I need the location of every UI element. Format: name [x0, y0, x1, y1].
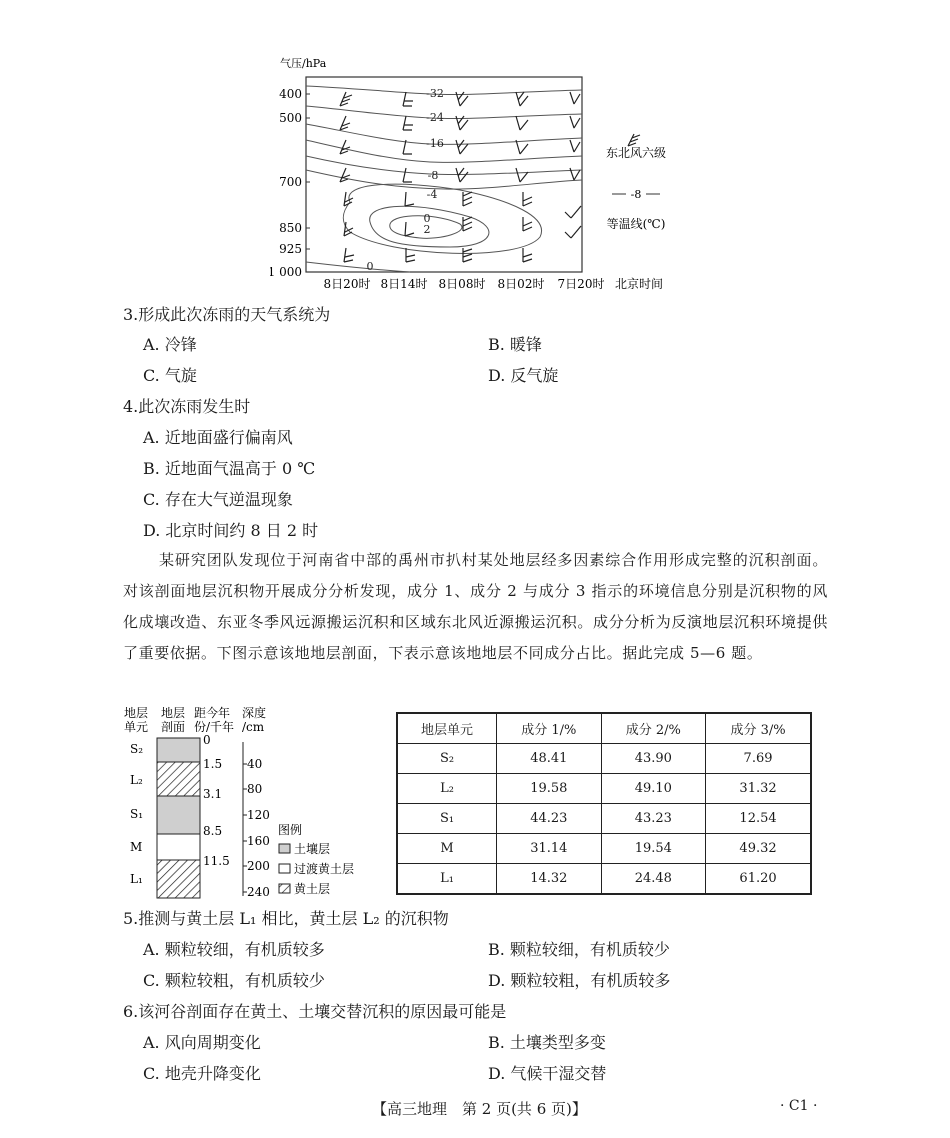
isotherm-label: 2 [423, 223, 431, 236]
layer-l1 [157, 860, 200, 898]
x-axis-title: 北京时间 [614, 277, 664, 291]
y-axis-title: 气压/hPa [280, 57, 327, 70]
legend-isotherm-sample: -8 [630, 188, 642, 201]
wind-barb-icon [516, 92, 528, 106]
table-cell: S₁ [397, 804, 497, 834]
table-cell: 49.10 [601, 774, 705, 804]
table-header-cell: 成分 3/% [706, 713, 811, 744]
wind-barb-icon [403, 92, 413, 106]
age-label: 0 [203, 733, 211, 747]
strata-legend-title: 图例 [278, 823, 303, 837]
q5-option-a[interactable]: A. 颗粒较细，有机质较多 [143, 940, 325, 959]
wind-barb-icon [405, 222, 414, 236]
col-section-header: 地层 [161, 706, 186, 720]
table-cell: 31.14 [497, 834, 601, 864]
wind-barb-icon [516, 140, 528, 154]
col-unit-header: 单元 [124, 720, 149, 734]
question-3-stem: 3.形成此次冻雨的天气系统为 [123, 305, 331, 324]
table-cell: 14.32 [497, 864, 601, 895]
x-tick: 8日08时 [438, 277, 486, 291]
table-cell: L₁ [397, 864, 497, 895]
strata-figure-svg [118, 700, 378, 902]
table-cell: 12.54 [706, 804, 811, 834]
table-cell: 44.23 [497, 804, 601, 834]
wind-barb-icon [565, 226, 581, 238]
isotherm-line [306, 106, 582, 119]
wind-barb-icon [456, 168, 468, 182]
unit-label: L₂ [130, 773, 143, 787]
table-cell: 48.41 [497, 744, 601, 774]
isotherm-line [306, 86, 582, 95]
q3-option-b[interactable]: B. 暖锋 [488, 335, 542, 354]
isotherm-line [306, 262, 410, 272]
table-row [397, 804, 811, 834]
table-cell: 49.32 [706, 834, 811, 864]
strata-figure [118, 700, 378, 902]
age-label: 8.5 [203, 824, 223, 838]
weather-chart [270, 52, 690, 297]
unit-label: S₂ [130, 742, 144, 756]
question-5-stem: 5.推测与黄土层 L₁ 相比，黄土层 L₂ 的沉积物 [123, 909, 449, 928]
wind-barb-icon [570, 116, 580, 128]
age-label: 1.5 [203, 757, 223, 771]
q4-option-a[interactable]: A. 近地面盛行偏南风 [143, 428, 293, 447]
wind-barb-icon [463, 192, 472, 206]
wind-barb-icon [523, 192, 532, 206]
col-age-header: 份/千年 [194, 720, 235, 734]
table-cell: 24.48 [601, 864, 705, 895]
q4-option-c[interactable]: C. 存在大气逆温现象 [143, 490, 293, 509]
unit-label: L₁ [130, 872, 143, 886]
legend-transition-swatch [279, 864, 290, 873]
x-tick: 7日20时 [557, 277, 605, 291]
isotherm-label: -24 [426, 111, 444, 124]
passage-text: 某研究团队发现位于河南省中部的禹州市扒村某处地层经多因素综合作用形成完整的沉积剖面。对该剖面地层沉积物开展成分分析发现，成分 1、成分 2 与成分 3 指示的环境信息分别是沉积物的风化成壤改造、东亚冬季风远源搬运沉积和区域东北风近源搬运沉积。成分分析为反演地层沉积环境提供了重要依据。下图示意该地地层剖面，下表示意该地地层不同成分占比。据此完成 5—6 题。 [123, 551, 828, 662]
wind-barb-icon [340, 140, 350, 154]
question-6-stem: 6.该河谷剖面存在黄土、土壤交替沉积的原因最可能是 [123, 1002, 507, 1021]
page-code: · C1 · [780, 1098, 818, 1114]
depth-label: 240 [247, 885, 270, 899]
isotherm-label: 0 [366, 260, 374, 273]
wind-barb-icon [340, 92, 352, 106]
legend-wind-barb-icon [628, 134, 640, 146]
table-cell: 19.54 [601, 834, 705, 864]
wind-barb-icon [344, 222, 353, 236]
wind-barbs [340, 92, 581, 262]
legend-isotherm-label: 等温线(℃) [606, 217, 666, 231]
y-tick: 700 [279, 175, 302, 189]
wind-barb-icon [570, 140, 580, 152]
table-row [397, 774, 811, 804]
legend-wind-label: 东北风六级 [605, 146, 667, 160]
q5-option-c[interactable]: C. 颗粒较粗，有机质较少 [143, 971, 325, 990]
layer-m [157, 834, 200, 860]
wind-barb-icon [523, 248, 532, 262]
table-cell: 43.23 [601, 804, 705, 834]
legend-soil-swatch [279, 844, 290, 853]
isotherm-label: -16 [426, 137, 444, 150]
y-tick: 850 [279, 221, 302, 235]
isotherm-line [306, 156, 582, 175]
wind-barb-icon [340, 116, 350, 130]
table-header-row [397, 713, 811, 744]
q4-option-d[interactable]: D. 北京时间约 8 日 2 时 [143, 521, 319, 540]
col-age-header: 距今年 [194, 706, 231, 720]
y-tick: 1 000 [270, 265, 302, 279]
wind-barb-icon [456, 140, 468, 154]
col-depth-header: 深度 [242, 706, 267, 720]
table-row [397, 834, 811, 864]
wind-barb-icon [523, 217, 532, 231]
wind-barb-icon [570, 92, 580, 104]
q3-option-d[interactable]: D. 反气旋 [488, 366, 559, 385]
wind-barb-icon [516, 168, 528, 182]
q5-option-b[interactable]: B. 颗粒较细，有机质较少 [488, 940, 670, 959]
y-tick: 500 [279, 111, 302, 125]
legend-loess-swatch [279, 884, 290, 893]
wind-barb-icon [403, 116, 413, 130]
col-depth-header: /cm [242, 720, 265, 734]
table-cell: 7.69 [706, 744, 811, 774]
depth-label: 120 [247, 808, 270, 822]
table-cell: 43.90 [601, 744, 705, 774]
table-row [397, 744, 811, 774]
isotherm-label: -8 [427, 169, 439, 182]
page-footer: 【高三地理 第 2 页(共 6 页)】 [372, 1100, 587, 1118]
legend-item: 黄土层 [294, 882, 331, 896]
q3-option-a[interactable]: A. 冷锋 [143, 335, 197, 354]
table-header-cell: 成分 1/% [497, 713, 601, 744]
y-tick: 925 [279, 242, 302, 256]
wind-barb-icon [344, 248, 354, 262]
q6-option-d[interactable]: D. 气候干湿交替 [488, 1064, 607, 1083]
weather-chart-svg [270, 52, 690, 297]
col-section-header: 剖面 [161, 720, 186, 734]
legend-item: 土壤层 [294, 842, 331, 856]
question-4-stem: 4.此次冻雨发生时 [123, 397, 251, 416]
table-cell: L₂ [397, 774, 497, 804]
table-header-cell: 地层单元 [397, 713, 497, 744]
composition-table [396, 712, 812, 895]
q3-option-c[interactable]: C. 气旋 [143, 366, 197, 385]
q6-option-c[interactable]: C. 地壳升降变化 [143, 1064, 261, 1083]
x-tick: 8日02时 [497, 277, 545, 291]
wind-barb-icon [565, 206, 581, 218]
age-label: 11.5 [203, 854, 230, 868]
isotherm-line [343, 184, 541, 253]
table-cell: 61.20 [706, 864, 811, 895]
depth-label: 160 [247, 834, 270, 848]
depth-label: 200 [247, 859, 270, 873]
unit-label: S₁ [130, 807, 144, 821]
col-unit-header: 地层 [124, 706, 149, 720]
isotherm-label: 0 [423, 212, 431, 225]
legend-item: 过渡黄土层 [294, 862, 355, 876]
wind-barb-icon [463, 248, 472, 262]
q6-option-b[interactable]: B. 土壤类型多变 [488, 1033, 606, 1052]
wind-barb-icon [405, 192, 414, 206]
layer-s1 [157, 796, 200, 834]
depth-label: 80 [247, 782, 263, 796]
age-label: 3.1 [203, 787, 223, 801]
y-tick: 400 [279, 87, 302, 101]
isotherm-label: -4 [426, 188, 438, 201]
layer-l2 [157, 762, 200, 796]
wind-barb-icon [463, 217, 472, 231]
wind-barb-icon [516, 116, 528, 130]
wind-barb-icon [340, 168, 350, 182]
wind-barb-icon [403, 168, 412, 182]
q5-option-d[interactable]: D. 颗粒较粗，有机质较多 [488, 971, 671, 990]
q4-option-b[interactable]: B. 近地面气温高于 0 ℃ [143, 459, 316, 478]
q6-option-a[interactable]: A. 风向周期变化 [143, 1033, 261, 1052]
table-cell: 31.32 [706, 774, 811, 804]
table-cell: 19.58 [497, 774, 601, 804]
table-header-cell: 成分 2/% [601, 713, 705, 744]
table-row [397, 864, 811, 895]
x-tick: 8日14时 [380, 277, 428, 291]
unit-label: M [130, 840, 143, 854]
x-tick: 8日20时 [323, 277, 371, 291]
layer-s2 [157, 738, 200, 762]
table-cell: M [397, 834, 497, 864]
table-cell: S₂ [397, 744, 497, 774]
isotherm-label: -32 [426, 87, 444, 100]
depth-label: 40 [247, 757, 263, 771]
